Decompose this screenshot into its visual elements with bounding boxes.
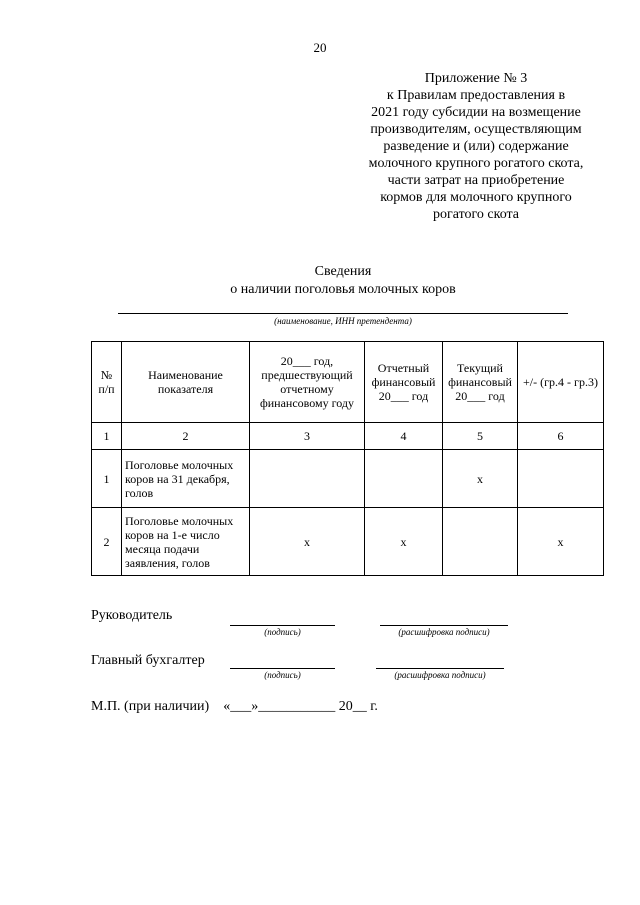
- value-cell: x: [443, 450, 518, 508]
- column-number: 1: [92, 423, 122, 450]
- header-cell-indicator: Наименование показателя: [122, 342, 250, 423]
- title-line-2: о наличии поголовья молочных коров: [230, 282, 456, 297]
- appendix-line: разведение и (или) содержание: [383, 139, 569, 154]
- column-number: 2: [122, 423, 250, 450]
- accountant-transcript-field[interactable]: [376, 668, 504, 669]
- appendix-line: части затрат на приобретение: [387, 173, 565, 188]
- applicant-caption: (наименование, ИНН претендента): [274, 316, 412, 326]
- header-cell-reporting-year: Отчетный финансовый 20___ год: [365, 342, 443, 423]
- accountant-label: Главный бухгалтер: [91, 653, 205, 668]
- table-row: [92, 450, 604, 508]
- value-cell[interactable]: [365, 450, 443, 508]
- table-header-row: [92, 342, 604, 423]
- head-transcript-field[interactable]: [380, 625, 508, 626]
- appendix-line: производителям, осуществляющим: [370, 122, 582, 137]
- table-row: [92, 508, 604, 576]
- column-number: 6: [518, 423, 604, 450]
- stamp-date-line: М.П. (при наличии) «___»___________ 20__ г.: [91, 699, 378, 714]
- accountant-transcript-caption: (расшифровка подписи): [394, 670, 486, 680]
- row-indicator-name: Поголовье молочных коров на 31 декабря, голов: [122, 450, 250, 508]
- head-signature-field[interactable]: [230, 625, 335, 626]
- header-cell-number: № п/п: [92, 342, 122, 423]
- value-cell: x: [518, 508, 604, 576]
- title-line-1: Сведения: [314, 264, 372, 279]
- page-number: 20: [313, 40, 327, 55]
- header-cell-previous-year: 20___ год, предшествующий отчетному финансовому году: [250, 342, 365, 423]
- header-cell-difference: +/- (гр.4 - гр.3): [518, 342, 604, 423]
- appendix-line: 2021 году субсидии на возмещение: [371, 105, 581, 120]
- column-number: 3: [250, 423, 365, 450]
- column-number: 4: [365, 423, 443, 450]
- head-label: Руководитель: [91, 608, 173, 623]
- appendix-line: кормов для молочного крупного: [380, 190, 572, 205]
- head-signature-caption: (подпись): [264, 627, 301, 637]
- appendix-line: рогатого скота: [432, 207, 520, 222]
- value-cell[interactable]: [443, 508, 518, 576]
- document-title: [0, 263, 640, 299]
- value-cell: x: [365, 508, 443, 576]
- table-numbering-row: [92, 423, 604, 450]
- appendix-line: Приложение № 3: [424, 71, 528, 86]
- appendix-line: к Правилам предоставления в: [386, 88, 566, 103]
- accountant-signature-field[interactable]: [230, 668, 335, 669]
- livestock-table: [91, 341, 604, 576]
- row-number: 2: [92, 508, 122, 576]
- header-cell-current-year: Текущий финансовый 20___ год: [443, 342, 518, 423]
- row-number: 1: [92, 450, 122, 508]
- value-cell[interactable]: [250, 450, 365, 508]
- applicant-name-field[interactable]: [118, 313, 568, 314]
- appendix-header: [352, 70, 600, 223]
- value-cell: x: [250, 508, 365, 576]
- appendix-line: молочного крупного рогатого скота,: [368, 156, 584, 171]
- row-indicator-name: Поголовье молочных коров на 1-е число месяца подачи заявления, голов: [122, 508, 250, 576]
- column-number: 5: [443, 423, 518, 450]
- value-cell[interactable]: [518, 450, 604, 508]
- head-transcript-caption: (расшифровка подписи): [398, 627, 490, 637]
- accountant-signature-caption: (подпись): [264, 670, 301, 680]
